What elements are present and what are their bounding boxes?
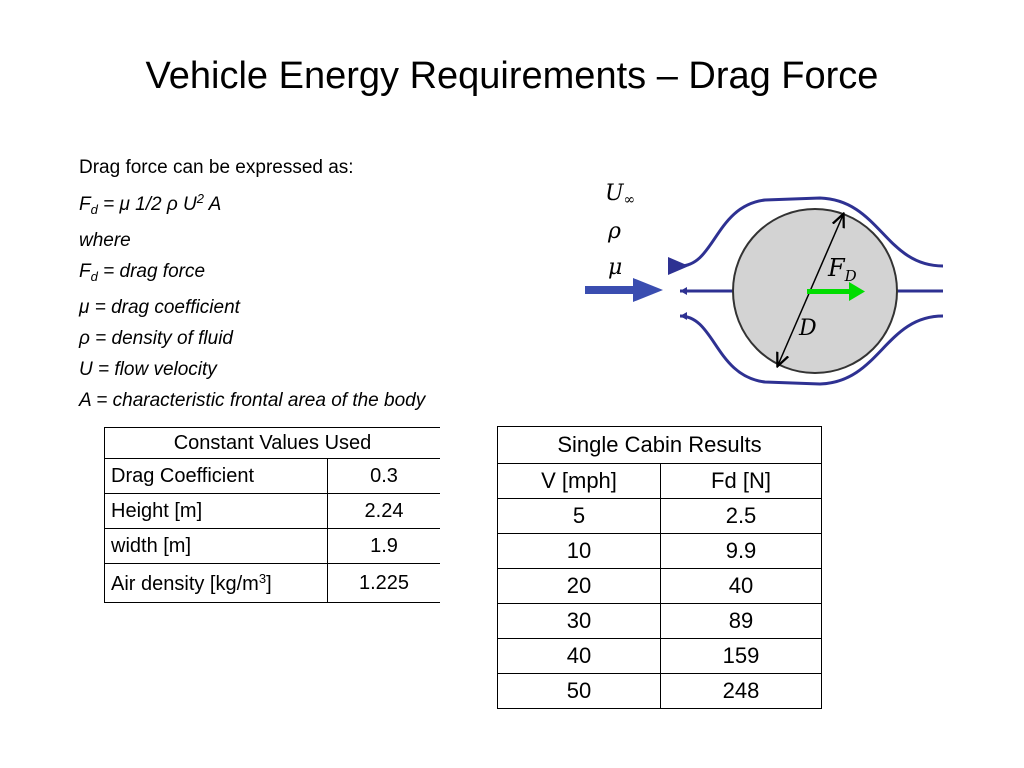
air-density-value: 1.225 [328,564,441,603]
def-u: U = flow velocity [79,359,217,380]
streamline-middle-head [680,287,687,295]
constant-name: Height [m] [105,494,328,529]
table-row [498,569,822,604]
drag-force-cell: 89 [661,604,822,639]
streamline-bottom-head [680,312,687,320]
density-label: ρ [608,219,621,244]
formula-end: A [204,194,222,215]
constants-title: Constant Values Used [104,427,440,458]
velocity-cell: 40 [498,639,661,674]
constant-name: Drag Coefficient [105,459,328,494]
constant-value: 0.3 [328,459,441,494]
viscosity-label: μ [608,255,623,280]
velocity-cell: 30 [498,604,661,639]
constant-name: width [m] [105,529,328,564]
def-a: A = characteristic frontal area of the body [79,390,426,411]
table-row [498,534,822,569]
def-fd-rest: = drag force [97,261,206,282]
def-rho: ρ = density of fluid [79,328,233,349]
diameter-label: D [799,316,817,341]
slide-title: Vehicle Energy Requirements – Drag Force [145,55,879,97]
velocity-label: U∞ [605,181,636,208]
results-header-row [498,464,822,499]
table-row [105,494,441,529]
air-density-sup: 3 [258,570,267,586]
formula-mid: = μ 1/2 ρ U [97,194,197,215]
where-line: where [79,230,131,251]
table-row [105,459,441,494]
formula-sup: 2 [196,191,204,206]
drag-diagram [575,170,955,400]
results-title: Single Cabin Results [498,427,822,464]
drag-force-cell: 2.5 [661,499,822,534]
drag-force-cell: 9.9 [661,534,822,569]
results-header-fd: Fd [N] [661,464,822,499]
def-fd-sub: d [90,269,98,284]
constants-grid [104,458,440,603]
table-row [498,674,822,709]
def-fd [79,256,549,292]
drag-force-description [79,152,549,416]
drag-force-cell: 159 [661,639,822,674]
table-row [498,639,822,674]
velocity-cell: 50 [498,674,661,709]
drag-force-label: $F_D$ [828,254,857,285]
constants-table [104,427,440,603]
results-table [497,426,822,709]
table-row [498,604,822,639]
def-fd-f: F [79,261,91,282]
constant-value: 2.24 [328,494,441,529]
air-density-name [105,564,328,603]
velocity-cell: 20 [498,569,661,604]
velocity-cell: 10 [498,534,661,569]
table-row [498,499,822,534]
formula-line [79,183,549,225]
velocity-cell: 5 [498,499,661,534]
inflow-arrow [585,278,663,302]
air-density-close: ] [266,572,272,595]
drag-force-cell: 40 [661,569,822,604]
results-header-v: V [mph] [498,464,661,499]
formula-f: F [79,194,91,215]
constant-value: 1.9 [328,529,441,564]
intro-line: Drag force can be expressed as: [79,157,354,178]
drag-force-cell: 248 [661,674,822,709]
def-mu: μ = drag coefficient [79,297,240,318]
table-row [105,564,441,603]
formula-sub: d [90,202,98,217]
table-row [105,529,441,564]
air-density-text: Air density [kg/m [111,572,259,595]
results-title-row [498,427,822,464]
